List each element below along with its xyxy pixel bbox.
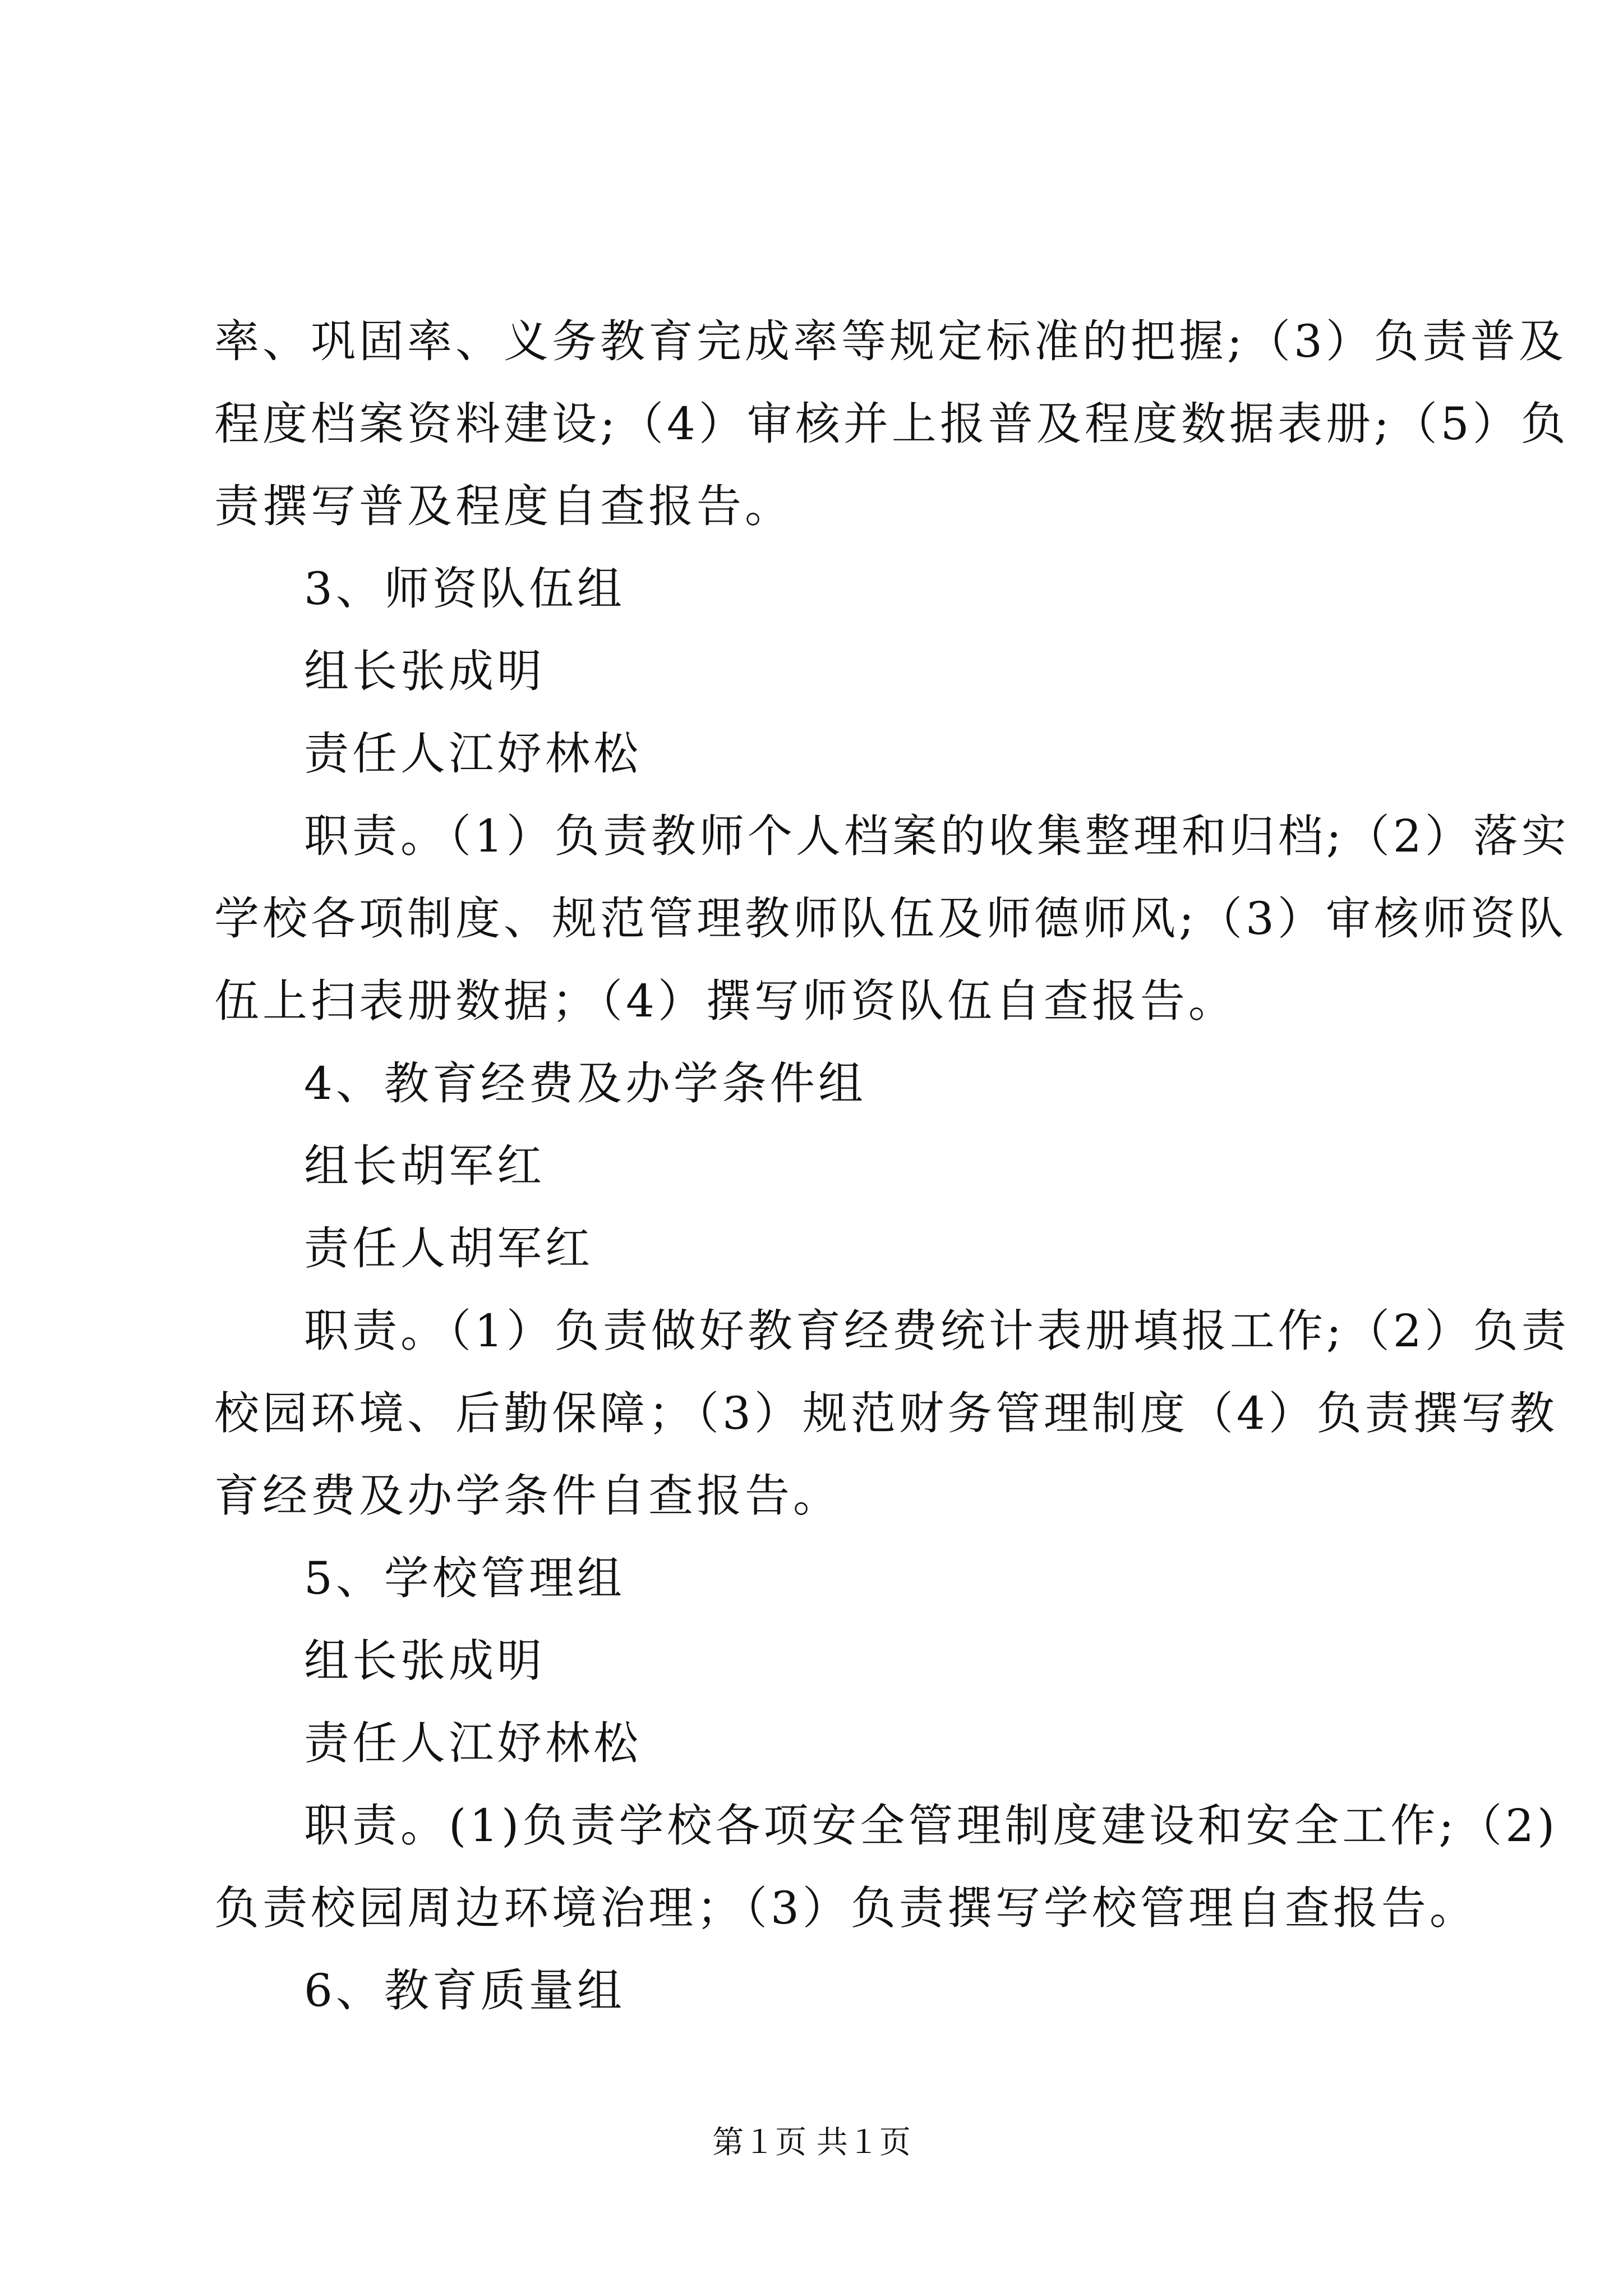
- paragraph-line: 学校各项制度、规范管理教师队伍及师德师风;（3）审核师资队: [214, 892, 1567, 945]
- paragraph-line: 责撰写普及程度自查报告。: [214, 480, 793, 532]
- section-heading: 5、学校管理组: [304, 1552, 625, 1604]
- responsible-person-line: 责任人江妤林松: [304, 728, 642, 780]
- page-footer: [0, 2123, 1623, 2162]
- paragraph-line: 伍上扫表册数据；（4）撰写师资队伍自查报告。: [214, 975, 1237, 1027]
- paragraph-line: 育经费及办学条件自查报告。: [214, 1470, 841, 1522]
- duties-line: 职责。（1）负责做好教育经费统计表册填报工作;（2）负责: [304, 1305, 1570, 1357]
- responsible-person-line: 责任人胡军红: [304, 1222, 593, 1274]
- page-number-label: 第１页 共１页: [712, 2124, 911, 2161]
- group-leader-line: 组长张成明: [304, 645, 545, 697]
- section-heading: 6、教育质量组: [304, 1964, 625, 2017]
- group-leader-line: 组长张成明: [304, 1635, 545, 1687]
- responsible-person-line: 责任人江妤林松: [304, 1717, 642, 1769]
- paragraph-line: 程度档案资料建设;（4）审核并上报普及程度数据表册;（5）负: [214, 398, 1569, 450]
- group-leader-line: 组长胡军红: [304, 1140, 545, 1192]
- document-body: [214, 300, 1570, 2032]
- section-heading: 3、师资队伍组: [304, 563, 625, 615]
- paragraph-line: 负责校园周边环境治理；（3）负责撰写学校管理自查报告。: [214, 1882, 1478, 1934]
- paragraph-line: 率、巩固率、义务教育完成率等规定标准的把握;（3）负责普及: [214, 315, 1567, 367]
- paragraph-line: 校园环境、后勤保障；（3）规范财务管理制度（4）负责撰写教: [214, 1387, 1558, 1439]
- section-heading: 4、教育经费及办学条件组: [304, 1057, 866, 1110]
- duties-line: 职责。（1）负责教师个人档案的收集整理和归档;（2）落实: [304, 810, 1570, 862]
- duties-line: 职责。(1)负责学校各项安全管理制度建设和安全工作;（2): [304, 1800, 1559, 1852]
